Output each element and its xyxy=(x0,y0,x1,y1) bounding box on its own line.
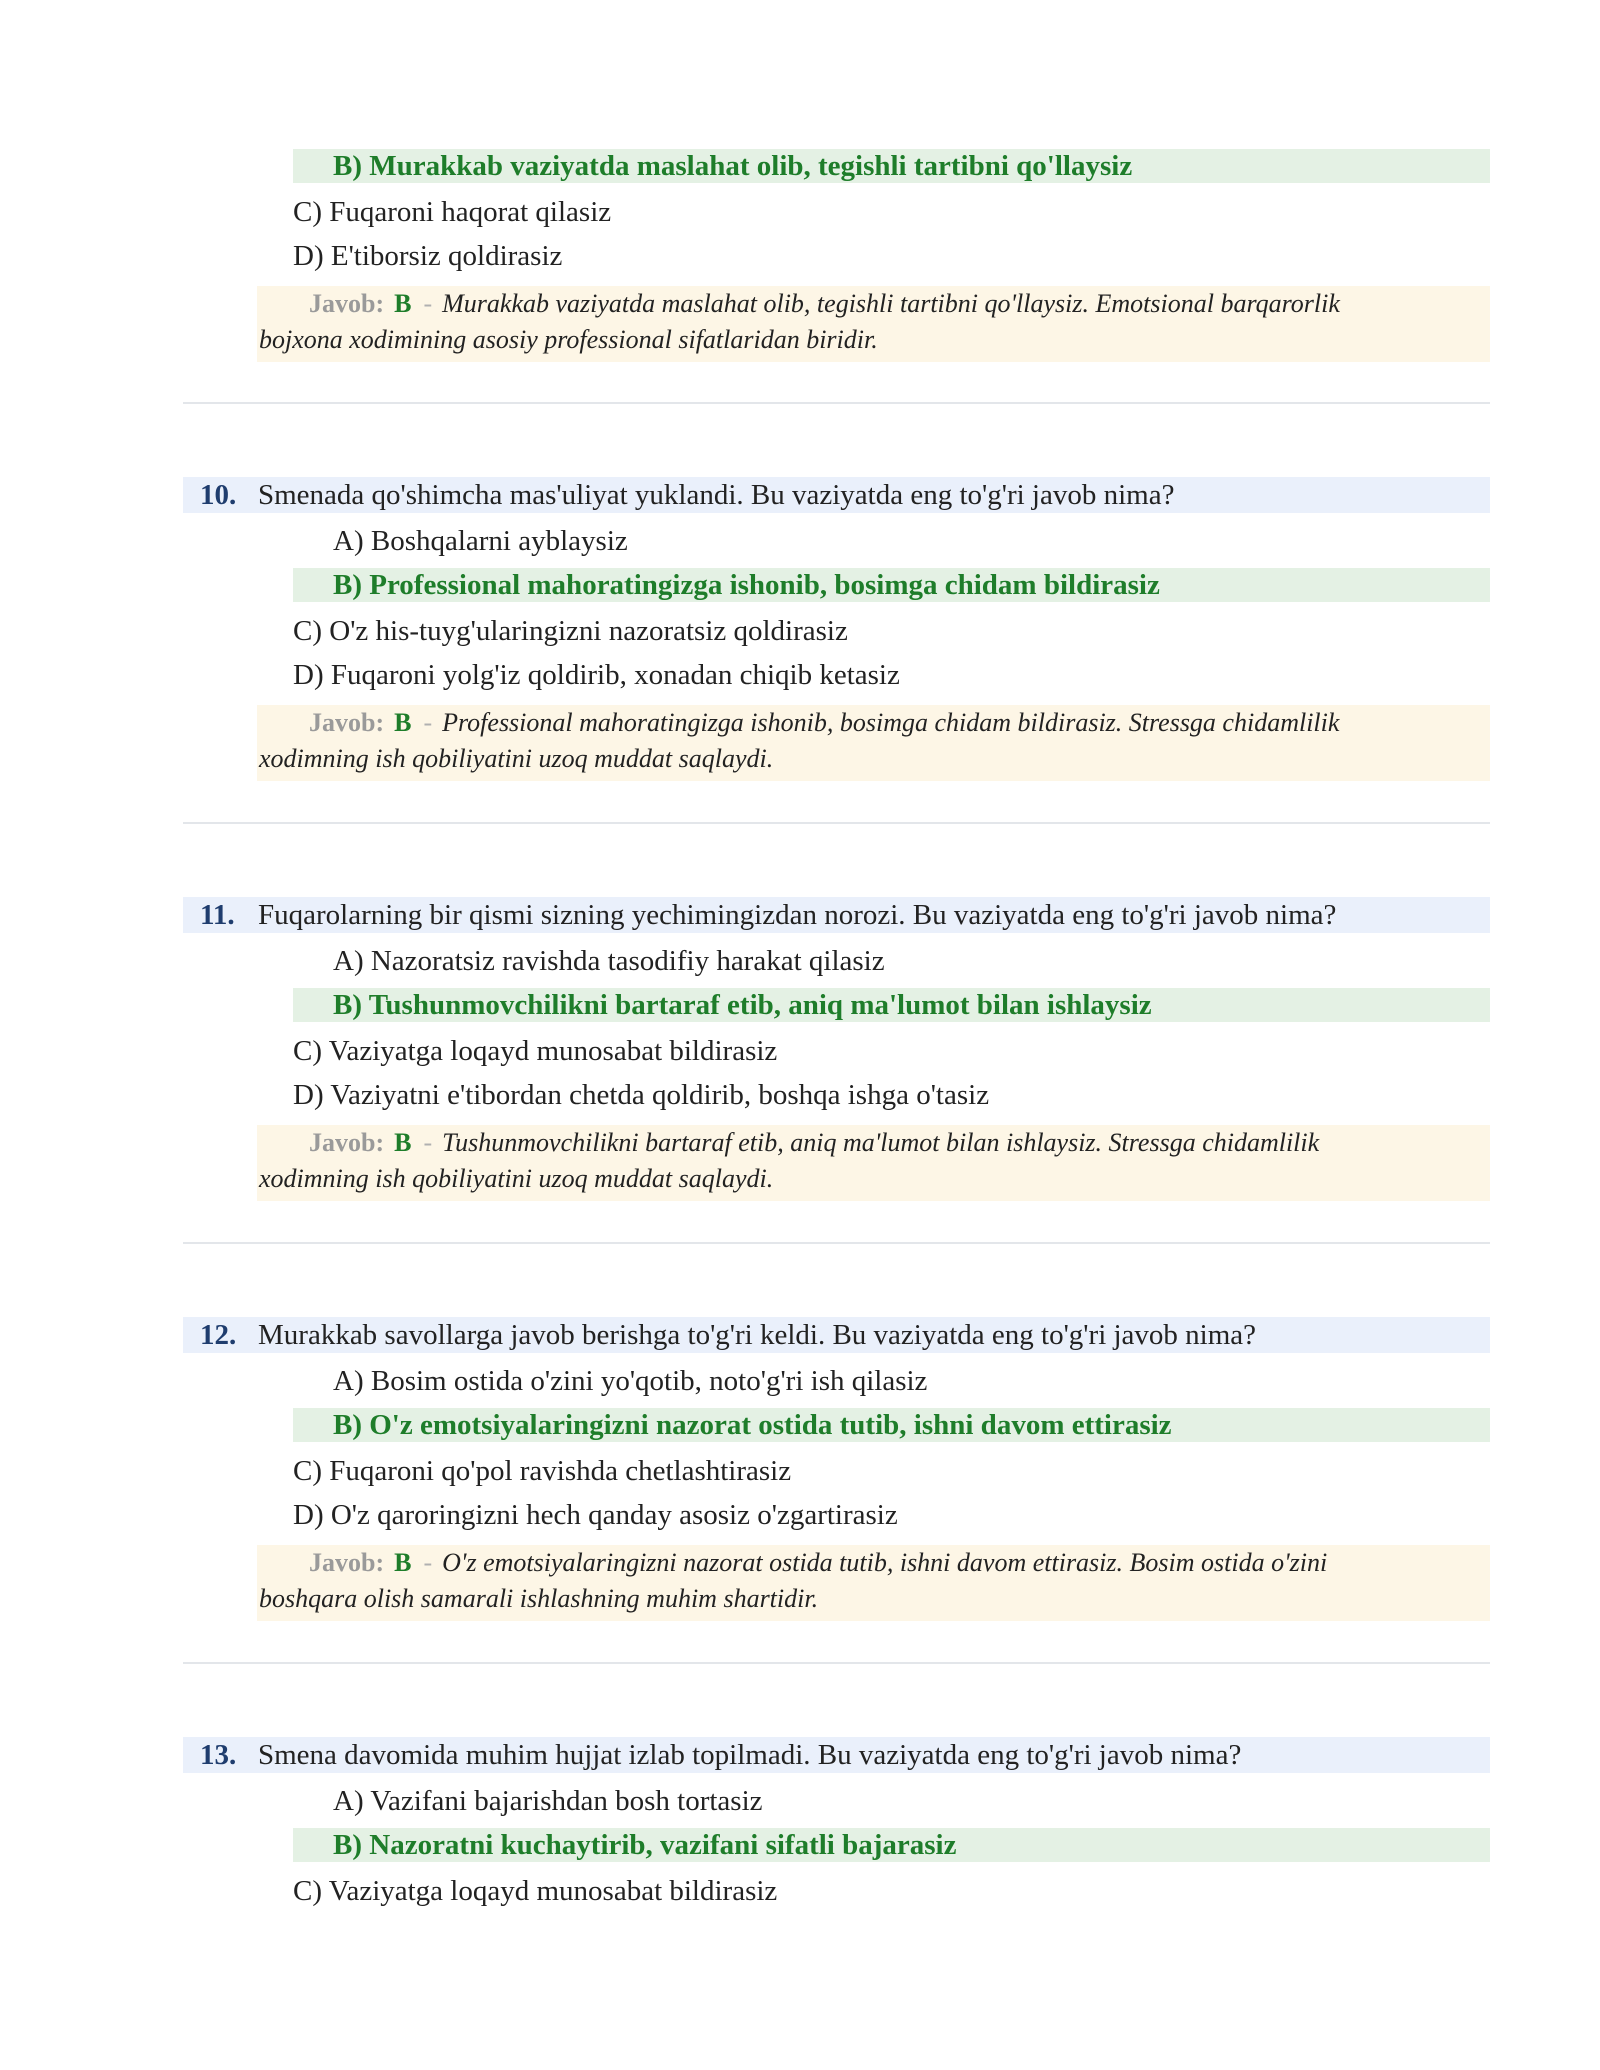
question-number: 10. xyxy=(200,479,237,511)
answer-explanation-line1: Murakkab vaziyatda maslahat olib, tegishli tartibni qo'llaysiz. Emotsional barqarorlik xyxy=(442,289,1340,318)
answer-dash: - xyxy=(423,708,433,737)
question-text: Smena davomida muhim hujjat izlab topilmadi. Bu vaziyatda eng to'g'ri javob nima? xyxy=(258,1739,1242,1771)
q11-answer-box xyxy=(257,1125,1490,1201)
answer-letter: B xyxy=(394,708,412,737)
q12-option-d: D) O'z qaroringizni hech qanday asosiz o'zgartirasiz xyxy=(293,1499,898,1531)
q11-option-c: C) Vaziyatga loqayd munosabat bildirasiz xyxy=(293,1035,778,1067)
answer-label: Javob: xyxy=(309,1128,385,1157)
question-text: Murakkab savollarga javob berishga to'g'ri keldi. Bu vaziyatda eng to'g'ri javob nima? xyxy=(258,1319,1257,1351)
question-divider xyxy=(183,402,1490,404)
question-text: Smenada qo'shimcha mas'uliyat yuklandi. Bu vaziyatda eng to'g'ri javob nima? xyxy=(258,479,1175,511)
q13-option-a: A) Vazifani bajarishdan bosh tortasiz xyxy=(333,1785,763,1817)
answer-dash: - xyxy=(423,1548,433,1577)
question-divider xyxy=(183,1662,1490,1664)
q10-option-b-correct: B) Professional mahoratingizga ishonib, bosimga chidam bildirasiz xyxy=(293,568,1490,602)
answer-label: Javob: xyxy=(309,708,385,737)
answer-explanation-line2: bojxona xodimining asosiy professional sifatlaridan biridir. xyxy=(259,325,878,354)
q10-answer-box xyxy=(257,705,1490,781)
answer-label: Javob: xyxy=(309,1548,385,1577)
q11-option-b-correct: B) Tushunmovchilikni bartaraf etib, aniq ma'lumot bilan ishlaysiz xyxy=(293,988,1490,1022)
q12-option-c: C) Fuqaroni qo'pol ravishda chetlashtirasiz xyxy=(293,1455,792,1487)
answer-explanation-line1: Tushunmovchilikni bartaraf etib, aniq ma'lumot bilan ishlaysiz. Stressga chidamlilik xyxy=(442,1128,1320,1157)
question-number: 11. xyxy=(200,899,235,931)
q11-question xyxy=(183,897,1490,933)
question-divider xyxy=(183,822,1490,824)
answer-letter: B xyxy=(394,1128,412,1157)
answer-explanation-line1: O'z emotsiyalaringizni nazorat ostida tutib, ishni davom ettirasiz. Bosim ostida o'zini xyxy=(442,1548,1328,1577)
q13-question xyxy=(183,1737,1490,1773)
answer-letter: B xyxy=(394,289,412,318)
q10-option-a: A) Boshqalarni ayblaysiz xyxy=(333,525,628,557)
q11-option-d: D) Vaziyatni e'tibordan chetda qoldirib, boshqa ishga o'tasiz xyxy=(293,1079,990,1111)
answer-label: Javob: xyxy=(309,289,385,318)
question-divider xyxy=(183,1242,1490,1244)
q12-answer-box xyxy=(257,1545,1490,1621)
q9-option-d: D) E'tiborsiz qoldirasiz xyxy=(293,240,563,272)
q10-option-d: D) Fuqaroni yolg'iz qoldirib, xonadan chiqib ketasiz xyxy=(293,659,900,691)
answer-explanation-line2: boshqara olish samarali ishlashning muhim shartidir. xyxy=(259,1584,819,1613)
q12-option-a: A) Bosim ostida o'zini yo'qotib, noto'g'ri ish qilasiz xyxy=(333,1365,928,1397)
question-text: Fuqarolarning bir qismi sizning yechimingizdan norozi. Bu vaziyatda eng to'g'ri javob nima? xyxy=(258,899,1337,931)
q9-option-b-correct: B) Murakkab vaziyatda maslahat olib, tegishli tartibni qo'llaysiz xyxy=(293,149,1490,183)
answer-explanation-line2: xodimning ish qobiliyatini uzoq muddat saqlaydi. xyxy=(259,1164,774,1193)
answer-explanation-line2: xodimning ish qobiliyatini uzoq muddat saqlaydi. xyxy=(259,744,774,773)
question-number: 12. xyxy=(200,1319,237,1351)
q10-question xyxy=(183,477,1490,513)
question-number: 13. xyxy=(200,1739,237,1771)
q9-answer-box xyxy=(257,286,1490,362)
q13-option-c: C) Vaziyatga loqayd munosabat bildirasiz xyxy=(293,1875,778,1907)
answer-letter: B xyxy=(394,1548,412,1577)
q10-option-c: C) O'z his-tuyg'ularingizni nazoratsiz qoldirasiz xyxy=(293,615,848,647)
answer-dash: - xyxy=(423,289,433,318)
answer-dash: - xyxy=(423,1128,433,1157)
q11-option-a: A) Nazoratsiz ravishda tasodifiy harakat qilasiz xyxy=(333,945,885,977)
answer-explanation-line1: Professional mahoratingizga ishonib, bosimga chidam bildirasiz. Stressga chidamlilik xyxy=(442,708,1340,737)
q12-option-b-correct: B) O'z emotsiyalaringizni nazorat ostida tutib, ishni davom ettirasiz xyxy=(293,1408,1490,1442)
q12-question xyxy=(183,1317,1490,1353)
q9-option-c: C) Fuqaroni haqorat qilasiz xyxy=(293,196,612,228)
q13-option-b-correct: B) Nazoratni kuchaytirib, vazifani sifatli bajarasiz xyxy=(293,1828,1490,1862)
